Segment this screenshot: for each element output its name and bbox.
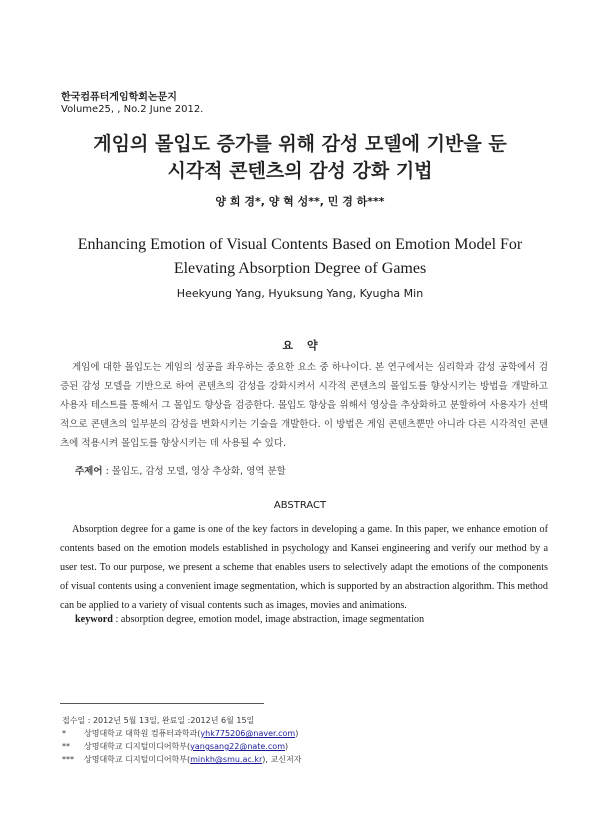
footnote-author-1 <box>62 727 301 740</box>
footnotes <box>62 714 301 766</box>
author-email-link[interactable]: minkh@smu.ac.kr <box>190 755 263 764</box>
keywords-korean <box>75 463 286 477</box>
footnote-suffix: ) <box>284 742 289 751</box>
title-english <box>40 233 560 281</box>
keywords-english-label: keyword <box>75 614 113 625</box>
title-english-line-1: Enhancing Emotion of Visual Contents Based on Emotion Model For <box>77 236 523 253</box>
title-korean <box>40 131 560 185</box>
keywords-korean-text: : 몰입도, 감성 모델, 영상 추상화, 영역 분할 <box>105 466 286 477</box>
abstract-korean-text: 게임에 대한 몰입도는 게임의 성공을 좌우하는 중요한 요소 중 하나이다. 본 연구에서는 심리학과 감성 공학에서 검증된 감성 모델을 기반으로 하여 콘텐츠의 감성을 강화시켜서 시각적 콘텐츠의 몰입도를 향상시키는 방법을 개발하고 사용자 테스트를 통해서 그 몰입도 향상을 검증한다. 몰입도 향상을 위해서 영상을 추상화하고 분할하여 사용자가 선택적으로 콘텐츠의 일부분의 감성을 변화시키는 기술을 개발한다. 이 방법은 게임 콘텐츠뿐만 아니라 다른 시각적인 콘텐츠에 적용시켜 몰입도를 향상시키는 데 사용될 수 있다. <box>60 362 548 449</box>
keywords-english-text: : absorption degree, emotion model, image abstraction, image segmentation <box>115 614 425 625</box>
footnote-mark: ** <box>62 742 70 751</box>
abstract-korean-heading: 요약 <box>282 339 332 352</box>
authors-korean: 양 희 경*, 양 혁 성**, 민 경 하*** <box>215 195 385 208</box>
footnote-divider <box>60 703 264 704</box>
footnote-affiliation: 상명대학교 디지털미디어학부( <box>84 755 191 764</box>
journal-issue: Volume25, , No.2 June 2012. <box>61 104 204 115</box>
author-email-link[interactable]: yangsang22@nate.com <box>190 742 285 751</box>
title-english-line-2: Elevating Absorption Degree of Games <box>173 260 427 277</box>
footnote-suffix: ), 교신저자 <box>262 755 302 764</box>
footnote-dates: 접수일 : 2012년 5월 13일, 완료일 :2012년 6월 15일 <box>62 716 255 725</box>
title-korean-line-2: 시각적 콘텐츠의 감성 강화 기법 <box>167 160 433 182</box>
journal-header <box>61 92 203 116</box>
abstract-english-heading: ABSTRACT <box>273 500 327 511</box>
keywords-korean-label: 주제어 <box>75 466 103 477</box>
footnote-affiliation: 상명대학교 대학원 컴퓨터과학과( <box>84 729 201 738</box>
author-email-link[interactable]: yhk775206@naver.com <box>200 729 296 738</box>
keywords-english <box>75 614 424 625</box>
footnote-author-3 <box>62 753 301 766</box>
authors-english: Heekyung Yang, Hyuksung Yang, Kyugha Min <box>176 287 424 300</box>
footnote-mark: *** <box>62 755 74 764</box>
footnote-author-2 <box>62 740 301 753</box>
title-korean-line-1: 게임의 몰입도 증가를 위해 감성 모델에 기반을 둔 <box>93 133 507 155</box>
abstract-english-text: Absorption degree for a game is one of the key factors in developing a game. In this paper, we enhance emotion of contents based on the emotion models established in psychology and Kansei engineering and verify our method by a user test. To our purpose, we present a scheme that enables users to selectively adapt the emotions of the components of visual contents using a convenient image segmentation, which is supported by an abstraction algorithm. This method can be applied to a variety of visual contents such as images, movies and animations. <box>60 524 548 611</box>
footnote-suffix: ) <box>295 729 299 738</box>
footnote-affiliation: 상명대학교 디지털미디어학부( <box>84 742 191 751</box>
journal-name: 한국컴퓨터게임학회논문지 <box>61 92 177 103</box>
footnote-mark: * <box>62 729 66 738</box>
